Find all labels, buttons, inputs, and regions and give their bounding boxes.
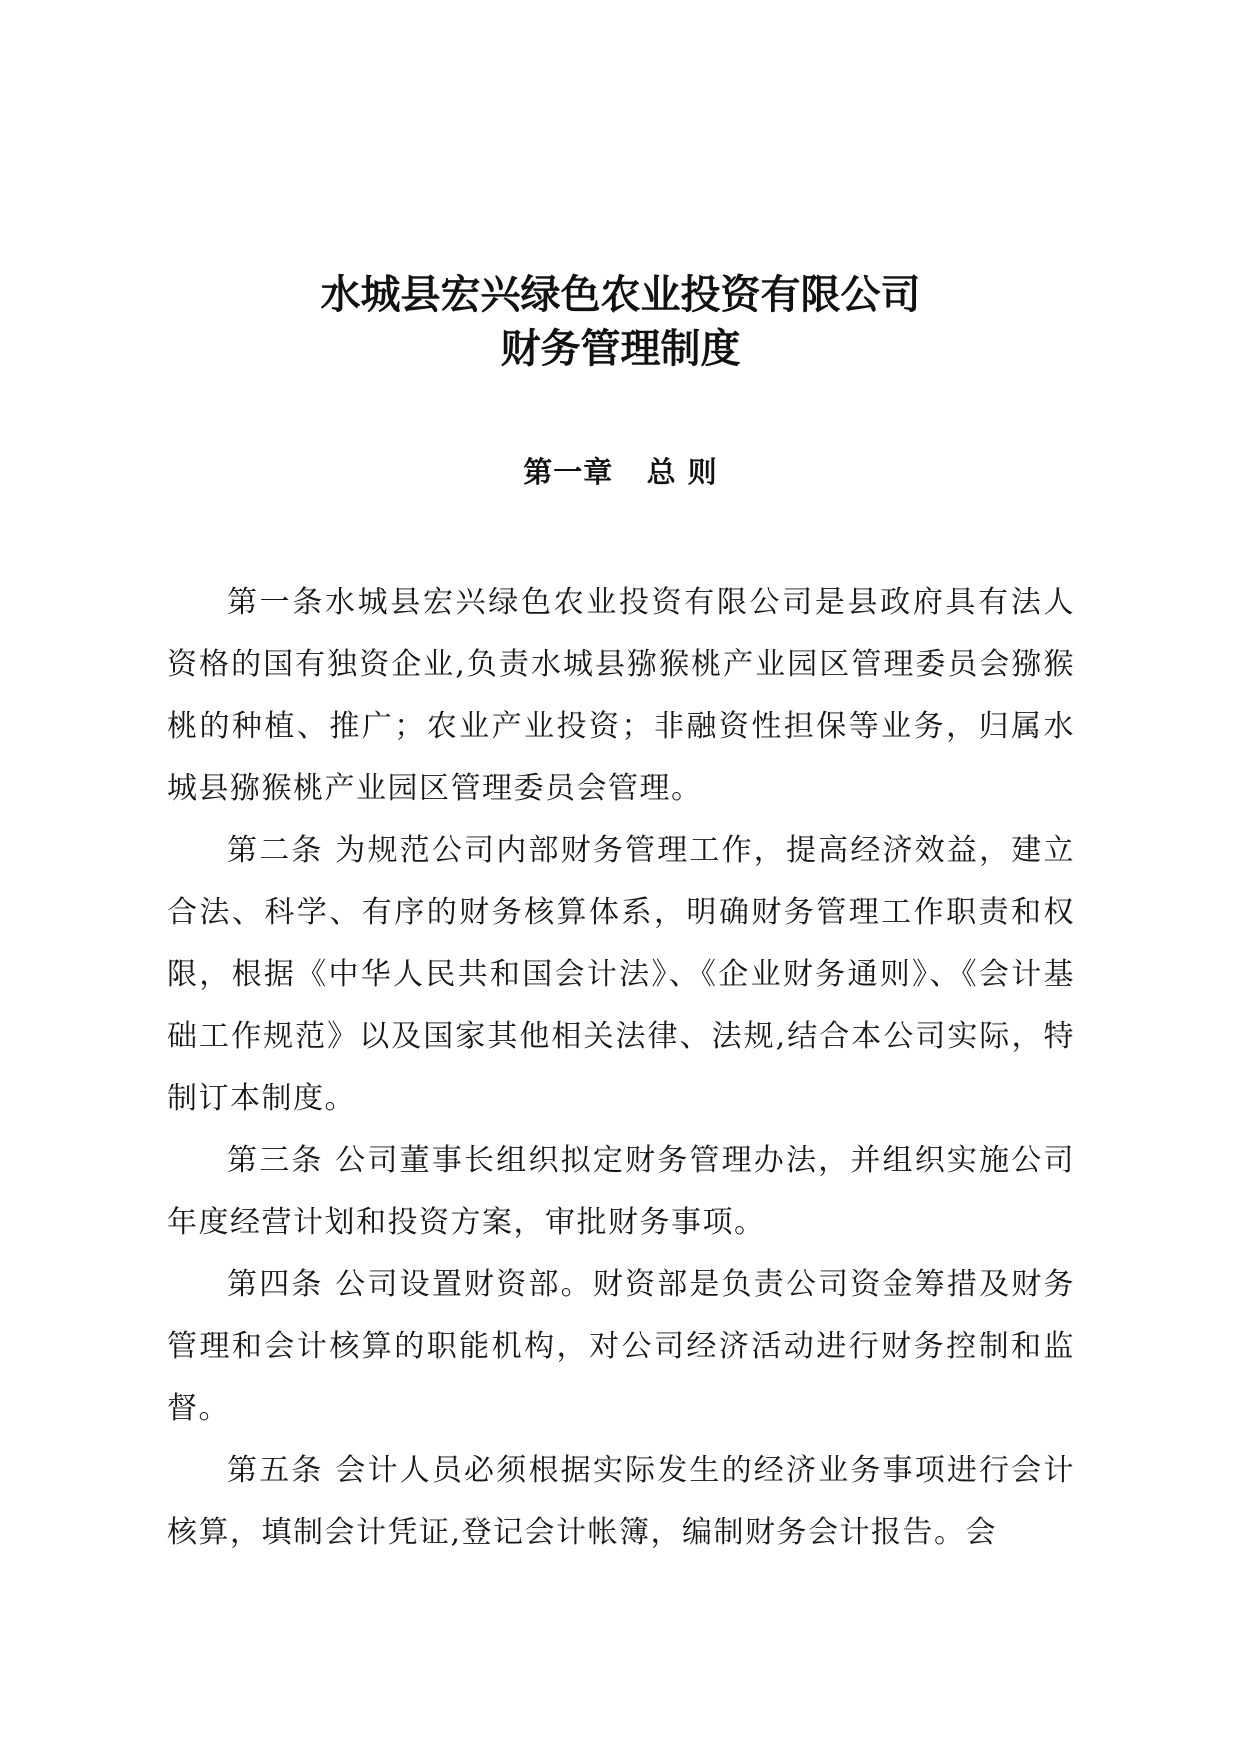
article-5-paragraph: 第五条 会计人员必须根据实际发生的经济业务事项进行会计核算，填制会计凭证,登记会计帐簿，编制财务会计报告。会 (167, 1453, 1075, 1550)
document-body (167, 572, 1075, 1564)
article-4-paragraph: 第四条 公司设置财资部。财资部是负责公司资金筹措及财务管理和会计核算的职能机构，对公司经济活动进行财务控制和监督。 (167, 1267, 1075, 1426)
document-title (0, 268, 1241, 376)
article-3-paragraph: 第三条 公司董事长组织拟定财务管理办法，并组织实施公司年度经营计划和投资方案，审批财务事项。 (167, 1143, 1075, 1240)
title-block (0, 268, 1241, 376)
document-title-line-2: 财务管理制度 (500, 326, 741, 372)
article-2-paragraph: 第二条 为规范公司内部财务管理工作，提高经济效益，建立合法、科学、有序的财务核算体系，明确财务管理工作职责和权限，根据《中华人民共和国会计法》、《企业财务通则》、《会计基础工作规范》以及国家其他相关法律、法规,结合本公司实际，特制订本制度。 (167, 833, 1075, 1116)
document-title-line-1: 水城县宏兴绿色农业投资有限公司 (320, 272, 921, 318)
chapter-heading: 第一章 总 则 (523, 455, 718, 489)
article-1-paragraph: 第一条水城县宏兴绿色农业投资有限公司是县政府具有法人资格的国有独资企业,负责水城县猕猴桃产业园区管理委员会猕猴桃的种植、推广；农业产业投资；非融资性担保等业务，归属水城县猕猴桃产业园区管理委员会管理。 (167, 585, 1075, 806)
